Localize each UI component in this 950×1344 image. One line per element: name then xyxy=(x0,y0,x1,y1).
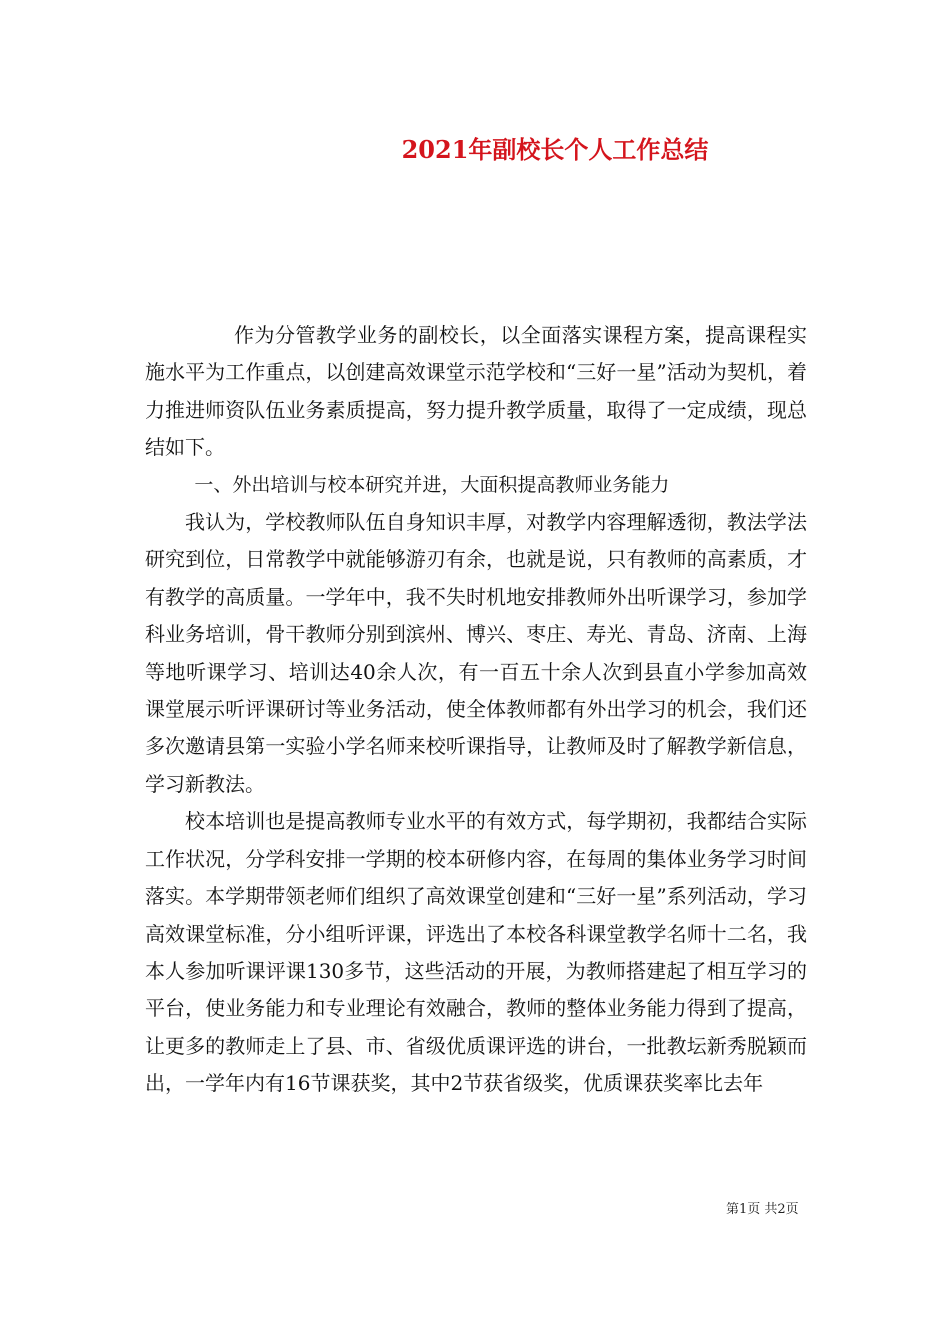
body-paragraph: 我认为，学校教师队伍自身知识丰厚，对教学内容理解透彻，教法学法研究到位，日常教学中就能够游刃有余，也就是说，只有教师的高素质，才有教学的高质量。一学年中，我不失时机地安排教师外出听课学习，参加学科业务培训，骨干教师分别到滨州、博兴、枣庄、寿光、青岛、济南、上海等地听课学习、培训达40余人次，有一百五十余人次到县直小学参加高效课堂展示听评课研讨等业务活动，使全体教师都有外出学习的机会，我们还多次邀请县第一实验小学名师来校听课指导，让教师及时了解教学新信息，学习新教法。 xyxy=(145,510,807,796)
document-body xyxy=(145,317,807,1103)
body-paragraph: 校本培训也是提高教师专业水平的有效方式，每学期初，我都结合实际工作状况，分学科安排一学期的校本研修内容，在每周的集体业务学习时间落实。本学期带领老师们组织了高效课堂创建和“三好一星”系列活动，学习高效课堂标准，分小组听评课，评选出了本校各科课堂教学名师十二名，我本人参加听课评课130多节，这些活动的开展，为教师搭建起了相互学习的平台，使业务能力和专业理论有效融合，教师的整体业务能力得到了提高，让更多的教师走上了县、市、省级优质课评选的讲台，一批教坛新秀脱颖而出，一学年内有16节课获奖，其中2节获省级奖，优质课获奖率比去年 xyxy=(145,809,807,1096)
section-heading: 一、外出培训与校本研究并进，大面积提高教师业务能力 xyxy=(194,473,670,496)
document-title: 2021年副校长个人工作总结 xyxy=(401,135,709,164)
page-number-footer: 第1页 共2页 xyxy=(726,1202,799,1217)
intro-paragraph: 作为分管教学业务的副校长，以全面落实课程方案，提高课程实施水平为工作重点，以创建高效课堂示范学校和“三好一星”活动为契机，着力推进师资队伍业务素质提高，努力提升教学质量，取得了一定成绩，现总结如下。 xyxy=(145,323,807,460)
